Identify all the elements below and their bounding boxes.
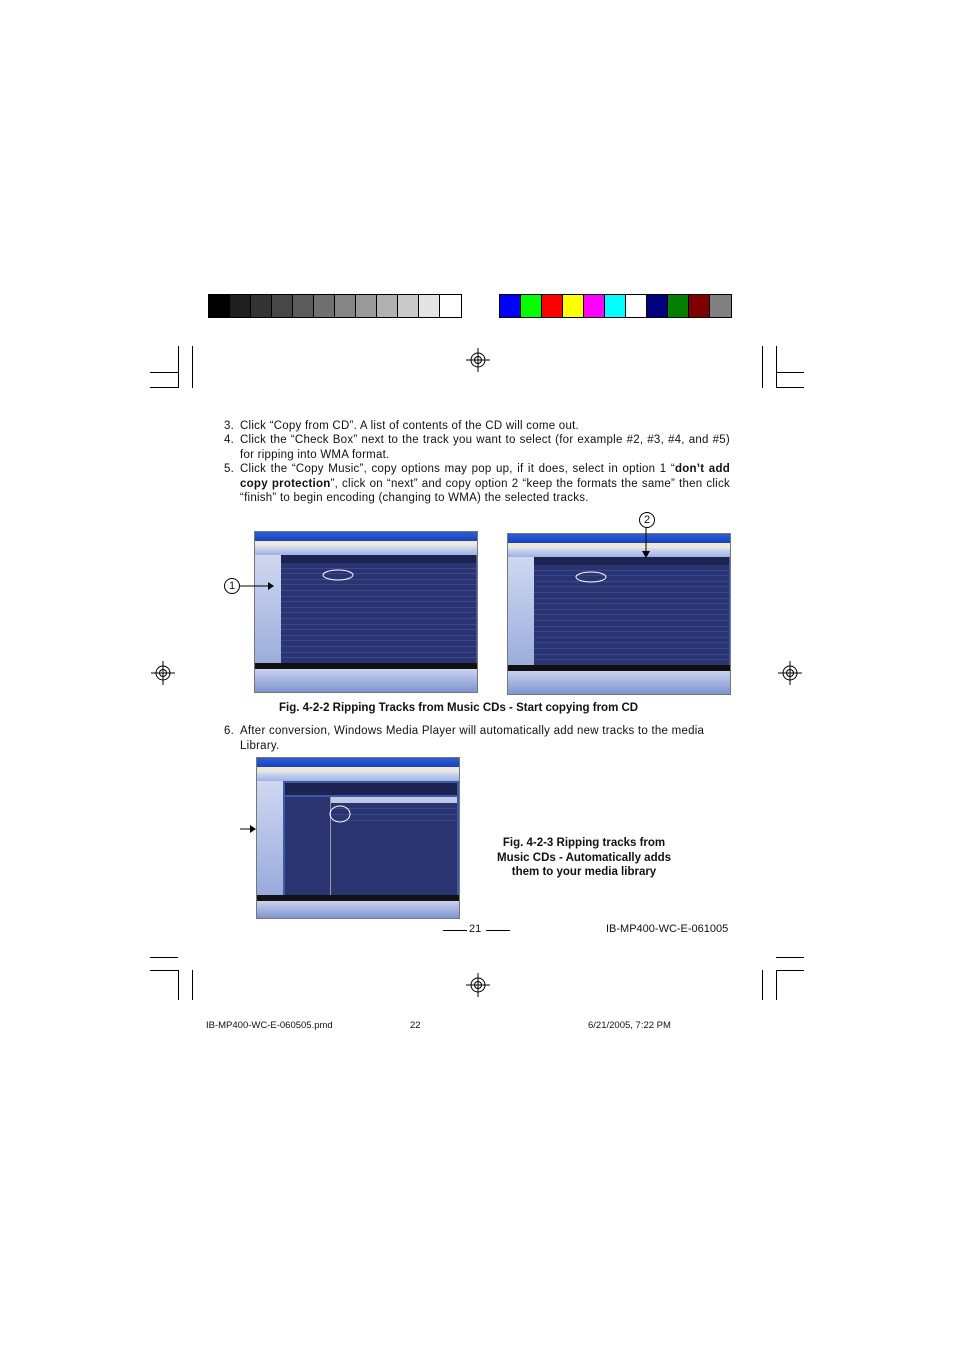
highlight-ellipse-icon <box>329 805 351 823</box>
color-swatch <box>542 295 563 317</box>
figure-caption: Fig. 4-2-2 Ripping Tracks from Music CDs - Start copying from CD <box>279 702 639 714</box>
page-number: 21 <box>469 923 482 935</box>
callout-marker-2: 2 <box>639 512 655 528</box>
crop-mark <box>150 957 178 958</box>
arrow-right-icon <box>240 581 274 591</box>
step-4: 4. Click the “Check Box” next to the track you want to select (for example #2, #3, #4, and #5) for ripping into WMA format. <box>224 434 730 461</box>
footer-page: 22 <box>410 1020 421 1031</box>
color-swatch <box>356 295 377 317</box>
color-swatch <box>647 295 668 317</box>
crop-mark <box>762 346 763 388</box>
track-row <box>534 655 729 661</box>
crop-mark <box>776 970 777 1000</box>
crop-mark <box>192 970 193 1000</box>
arrow-right-icon <box>240 824 256 834</box>
color-swatch <box>605 295 626 317</box>
crop-mark <box>776 957 804 958</box>
color-swatch <box>335 295 356 317</box>
arrow-down-icon <box>641 528 651 558</box>
crop-mark <box>192 346 193 388</box>
crop-mark <box>150 970 178 971</box>
step-6: 6. After conversion, Windows Media Player will automatically add new tracks to the media Library. <box>224 725 705 752</box>
footer-filename: IB-MP400-WC-E-060505.pmd <box>206 1020 333 1031</box>
crop-mark <box>178 970 179 1000</box>
color-swatch <box>689 295 710 317</box>
color-swatch <box>521 295 542 317</box>
color-swatch <box>500 295 521 317</box>
color-swatch <box>584 295 605 317</box>
color-swatch <box>209 295 230 317</box>
color-swatch <box>626 295 647 317</box>
page-number-rule <box>443 930 467 931</box>
highlight-ellipse-icon <box>575 571 607 583</box>
crop-mark <box>776 346 777 388</box>
color-swatch <box>398 295 419 317</box>
wmp-screenshot-copy-from-cd <box>254 531 478 693</box>
crop-mark <box>150 387 178 388</box>
wmp-screenshot-copy-music <box>507 533 731 695</box>
step-3: 3. Click “Copy from CD”. A list of contents of the CD will come out. <box>224 420 579 432</box>
color-swatch <box>314 295 335 317</box>
color-swatch <box>251 295 272 317</box>
crop-mark <box>776 387 804 388</box>
crop-mark <box>776 372 804 373</box>
registration-mark-icon <box>466 973 490 997</box>
crop-mark <box>776 970 804 971</box>
footer-date: 6/21/2005, 7:22 PM <box>588 1020 671 1031</box>
document-code: IB-MP400-WC-E-061005 <box>606 923 729 935</box>
track-row <box>281 653 476 659</box>
figure-caption-library: Fig. 4-2-3 Ripping tracks from Music CDs - Automatically adds them to your media library <box>496 837 672 878</box>
gray-calibration-bar <box>208 294 462 318</box>
color-swatch <box>419 295 440 317</box>
crop-mark <box>150 372 178 373</box>
registration-mark-icon <box>778 661 802 685</box>
wmp-screenshot-media-library <box>256 757 460 919</box>
crop-mark <box>762 970 763 1000</box>
crop-mark <box>178 346 179 388</box>
bold-emphasis: don’t add copy protection <box>240 463 730 490</box>
color-swatch <box>668 295 689 317</box>
page-number-rule <box>486 930 510 931</box>
color-swatch <box>563 295 584 317</box>
registration-mark-icon <box>466 348 490 372</box>
color-swatch <box>293 295 314 317</box>
color-swatch <box>710 295 731 317</box>
step-5: 5. Click the “Copy Music”, copy options may pop up, if it does, select in option 1 “don’t add copy protection”, click on “next” and copy option 2 “keep the formats the same” then click “finish” to begin encoding (changing to WMA) the selected tracks. <box>224 463 730 504</box>
color-calibration-bar <box>499 294 732 318</box>
color-swatch <box>272 295 293 317</box>
color-swatch <box>440 295 461 317</box>
callout-marker-1: 1 <box>224 578 240 594</box>
color-swatch <box>230 295 251 317</box>
color-swatch <box>377 295 398 317</box>
registration-mark-icon <box>151 661 175 685</box>
highlight-ellipse-icon <box>322 569 354 581</box>
